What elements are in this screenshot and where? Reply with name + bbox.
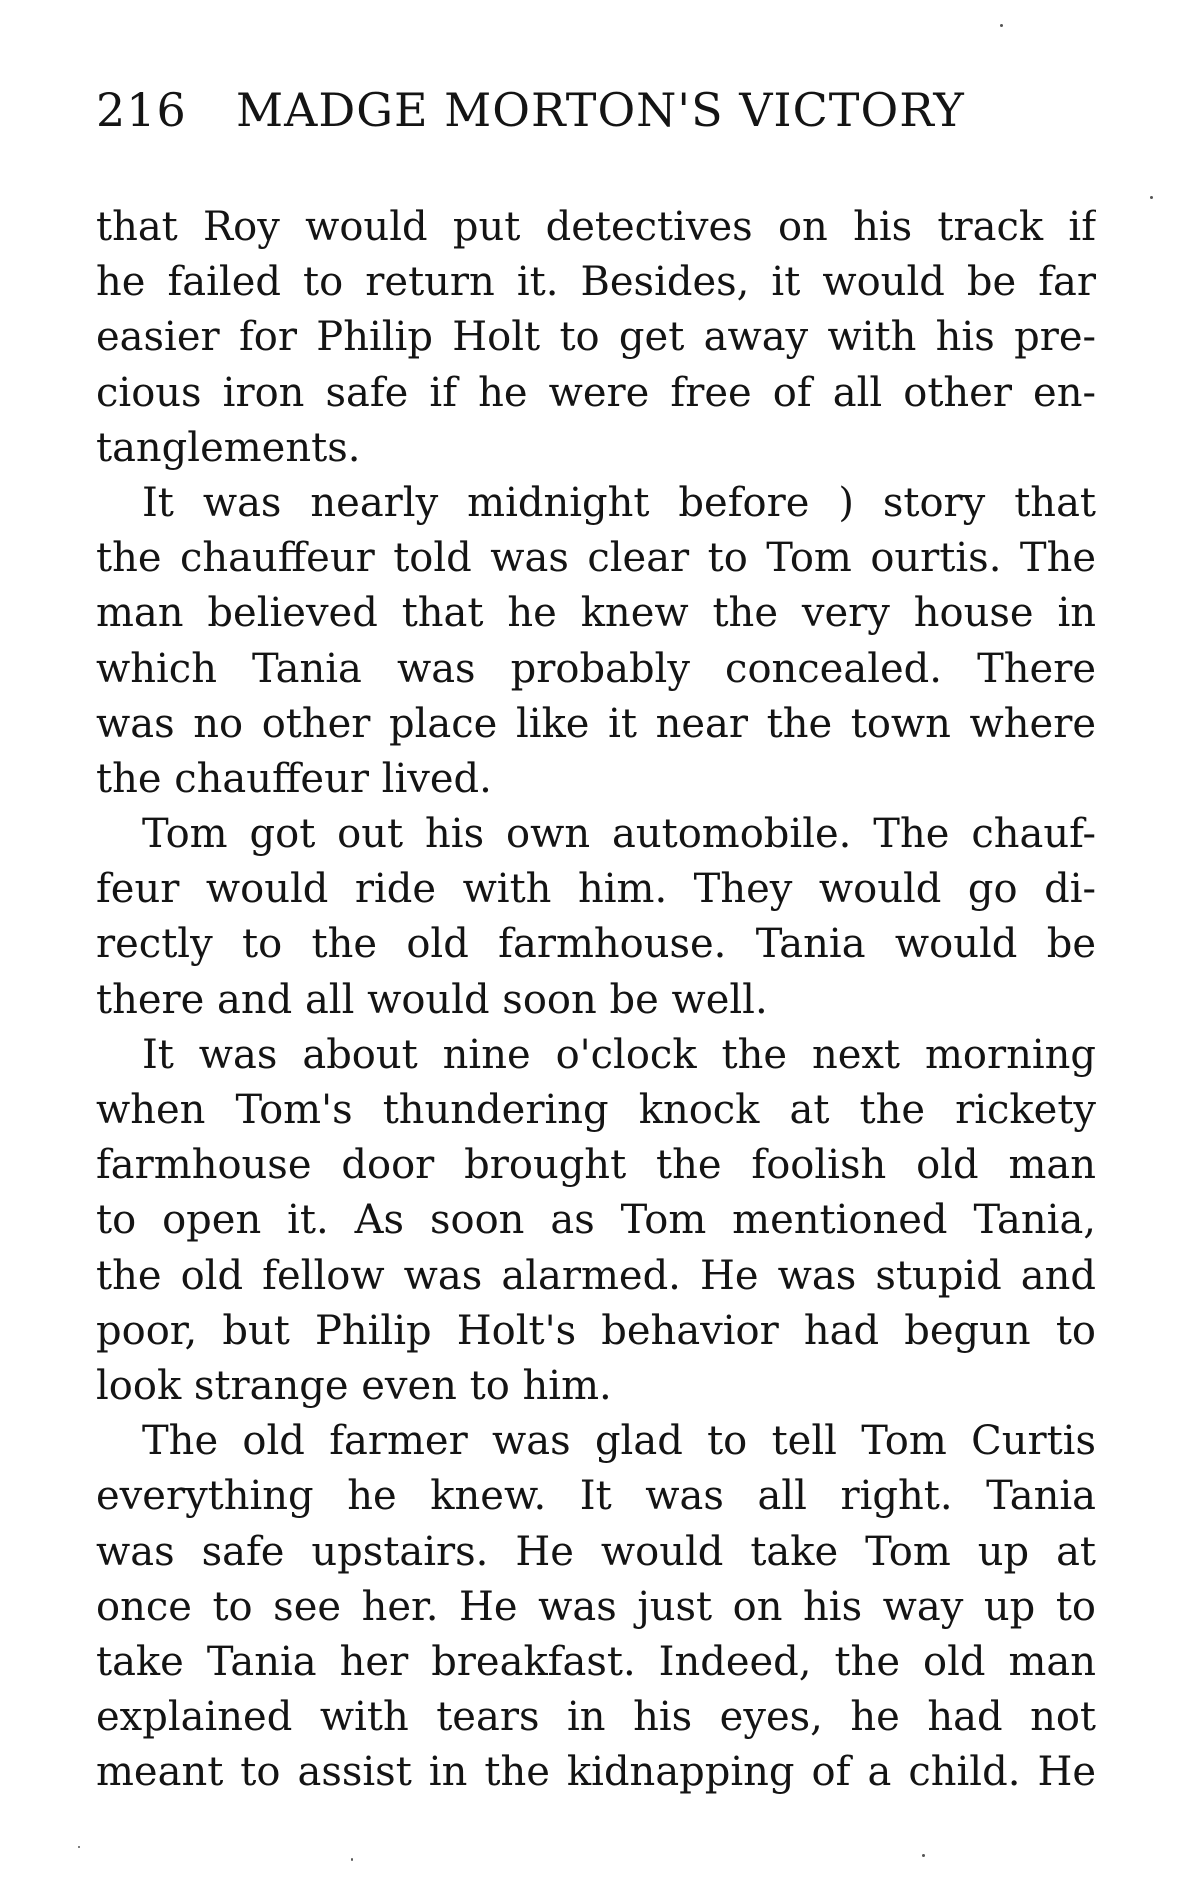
running-head [96, 78, 1106, 142]
page-number: 216 [96, 83, 187, 137]
text-line: rectly to the old farmhouse. Tania would be [96, 921, 1096, 968]
text-line: explained with tears in his eyes, he had not [96, 1694, 1096, 1741]
text-line: there and all would soon be well. [96, 976, 768, 1023]
text-line: man believed that he knew the very house in [96, 590, 1096, 637]
paper-speck [351, 1858, 353, 1861]
text-line: was no other place like it near the town where [96, 700, 1096, 747]
text-line: The old farmer was glad to tell Tom Curtis [142, 1418, 1096, 1465]
text-line: cious iron safe if he were free of all other en- [96, 369, 1096, 416]
book-title: MADGE MORTON'S VICTORY [236, 83, 965, 137]
paper-speck [1000, 24, 1003, 27]
text-line: to open it. As soon as Tom mentioned Tania, [96, 1197, 1096, 1244]
text-line: everything he knew. It was all right. Tania [96, 1473, 1096, 1520]
paper-speck [78, 1846, 80, 1848]
text-line: Tom got out his own automobile. The chauf- [142, 811, 1096, 858]
text-line: once to see her. He was just on his way up to [96, 1583, 1096, 1630]
text-line: take Tania her breakfast. Indeed, the old man [96, 1638, 1096, 1685]
body-text [96, 200, 1096, 1800]
paper-speck [1150, 196, 1153, 199]
text-line: the chauffeur lived. [96, 755, 492, 802]
text-line: It was nearly midnight before ) story that [142, 479, 1096, 526]
text-line: look strange even to him. [96, 1362, 612, 1409]
text-line: meant to assist in the kidnapping of a child. He [96, 1749, 1096, 1796]
text-line: he failed to return it. Besides, it would be far [96, 259, 1096, 306]
text-line: the chauffeur told was clear to Tom ourtis. The [96, 535, 1096, 582]
paper-speck [922, 1854, 925, 1857]
text-line: that Roy would put detectives on his track if [96, 204, 1096, 250]
text-line: poor, but Philip Holt's behavior had begun to [96, 1307, 1096, 1354]
text-line: It was about nine o'clock the next morning [142, 1031, 1096, 1078]
text-line: feur would ride with him. They would go di- [96, 866, 1096, 913]
text-line: tanglements. [96, 424, 361, 471]
text-line: easier for Philip Holt to get away with his pre- [96, 314, 1096, 361]
text-line: which Tania was probably concealed. There [96, 645, 1096, 692]
text-line: when Tom's thundering knock at the rickety [96, 1087, 1096, 1133]
text-line: farmhouse door brought the foolish old man [96, 1142, 1096, 1189]
text-line: the old fellow was alarmed. He was stupid and [96, 1252, 1096, 1299]
text-line: was safe upstairs. He would take Tom up at [96, 1528, 1096, 1575]
